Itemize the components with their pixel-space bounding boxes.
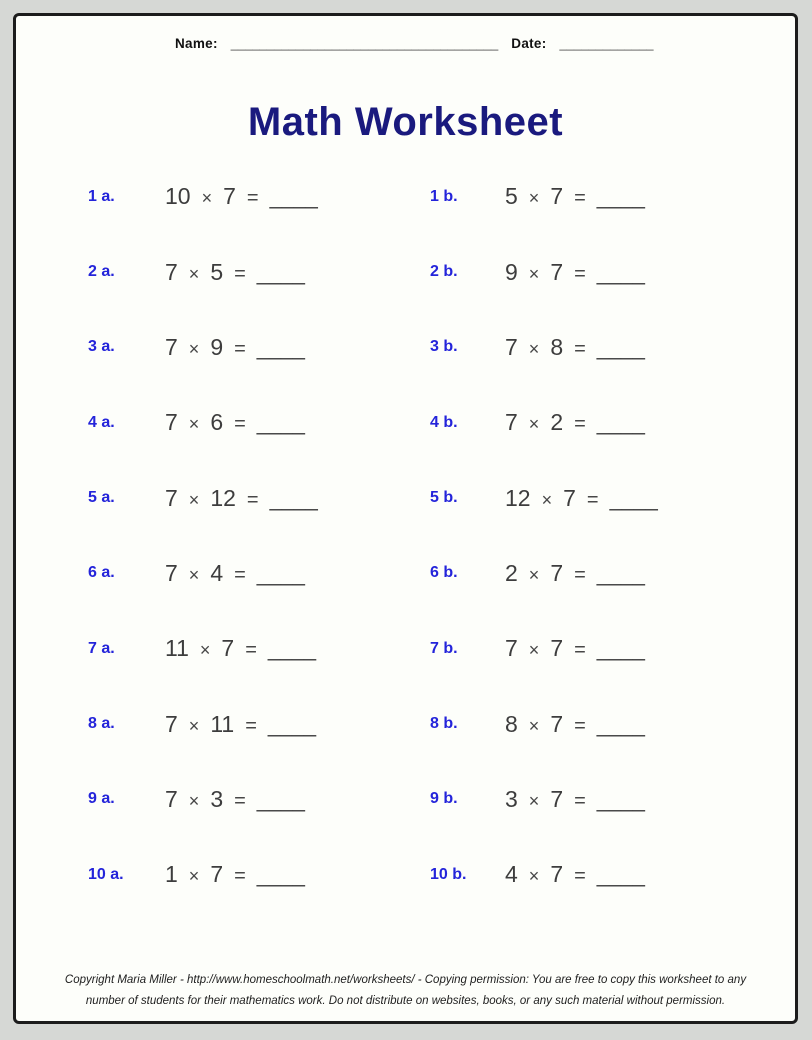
times-symbol: × (528, 866, 540, 887)
answer-blank: ____ (256, 258, 304, 285)
problem-label: 3 b. (430, 338, 458, 356)
problem-label: 5 b. (430, 489, 458, 507)
factor-1: 9 (505, 258, 518, 285)
times-symbol: × (528, 790, 540, 811)
problem-expression (505, 485, 779, 512)
times-symbol: × (541, 489, 553, 510)
equals-symbol: = (586, 488, 599, 511)
factor-2: 7 (550, 785, 564, 812)
problem-label: 2 a. (88, 263, 115, 281)
times-symbol: × (188, 790, 200, 811)
problem-expression (505, 259, 779, 286)
problem-expression (165, 409, 430, 436)
problem-label: 9 a. (88, 790, 115, 808)
answer-blank: ____ (596, 861, 644, 888)
problem-expression (165, 861, 430, 888)
date-blank-line: _____________ (559, 36, 654, 51)
factor-1: 5 (505, 183, 518, 210)
factor-1: 12 (505, 484, 531, 511)
answer-blank: ____ (256, 861, 304, 888)
problem-expression (505, 786, 779, 813)
times-symbol: × (199, 640, 211, 661)
factor-1: 7 (165, 785, 178, 812)
worksheet-page (13, 13, 798, 1024)
factor-2: 11 (210, 710, 235, 737)
footer-line-2: number of students for their mathematics work. Do not distribute on websites, books, or any such material without permission. (85, 995, 726, 1007)
problem-label: 10 b. (430, 865, 467, 883)
factor-2: 7 (223, 183, 236, 210)
factor-2: 3 (210, 785, 224, 812)
problem-label: 10 a. (88, 865, 124, 883)
factor-1: 11 (165, 635, 189, 662)
problem-expression (505, 861, 779, 888)
answer-blank: ____ (256, 333, 304, 360)
equals-symbol: = (234, 563, 246, 586)
factor-2: 7 (550, 710, 564, 737)
footer-line-1: Copyright Maria Miller - http://www.homeschoolmath.net/worksheets/ - Copying permission: You are free to copy this worksheet to any (64, 974, 747, 986)
equals-symbol: = (574, 563, 586, 586)
answer-blank: ____ (596, 710, 644, 737)
answer-blank: ____ (267, 710, 316, 737)
times-symbol: × (188, 715, 200, 736)
answer-blank: ____ (596, 409, 644, 436)
factor-1: 7 (165, 559, 178, 586)
problem-expression (165, 711, 430, 738)
answer-blank: ____ (256, 559, 304, 586)
times-symbol: × (528, 188, 540, 209)
problem-label: 8 a. (88, 715, 115, 733)
equals-symbol: = (246, 488, 259, 511)
problem-label: 1 b. (430, 187, 458, 205)
equals-symbol: = (245, 714, 257, 737)
problem-label: 7 b. (430, 639, 458, 657)
problem-label: 2 b. (430, 263, 458, 281)
answer-blank: ____ (269, 183, 317, 210)
answer-blank: ____ (609, 484, 657, 511)
factor-1: 7 (505, 409, 518, 436)
problem-label: 7 a. (88, 639, 115, 657)
name-label: Name: (175, 36, 218, 51)
equals-symbol: = (574, 262, 586, 285)
factor-2: 2 (550, 409, 564, 436)
problem-expression (505, 635, 779, 662)
factor-2: 8 (550, 333, 564, 360)
equals-symbol: = (246, 187, 259, 210)
problem-expression (505, 409, 779, 436)
factor-1: 7 (505, 635, 518, 662)
times-symbol: × (528, 263, 540, 284)
answer-blank: ____ (596, 635, 644, 662)
answer-blank: ____ (256, 785, 304, 812)
times-symbol: × (188, 414, 200, 435)
answer-blank: ____ (596, 559, 644, 586)
answer-blank: ____ (267, 635, 316, 662)
problem-expression (505, 711, 779, 738)
answer-blank: ____ (596, 785, 644, 812)
factor-1: 10 (165, 183, 191, 210)
problem-label: 6 b. (430, 564, 458, 582)
equals-symbol: = (234, 789, 246, 812)
times-symbol: × (188, 338, 200, 359)
factor-1: 1 (165, 861, 178, 888)
times-symbol: × (528, 640, 540, 661)
equals-symbol: = (574, 789, 586, 812)
problem-expression (165, 259, 430, 286)
answer-blank: ____ (596, 258, 644, 285)
date-label: Date: (511, 36, 547, 51)
equals-symbol: = (234, 865, 246, 888)
problem-label: 3 a. (88, 338, 115, 356)
factor-1: 7 (165, 409, 178, 436)
problem-label: 9 b. (430, 790, 458, 808)
equals-symbol: = (574, 337, 586, 360)
equals-symbol: = (574, 714, 586, 737)
factor-1: 8 (505, 710, 518, 737)
equals-symbol: = (574, 639, 586, 662)
problem-expression (505, 183, 779, 210)
times-symbol: × (528, 715, 540, 736)
equals-symbol: = (574, 865, 586, 888)
problem-expression (505, 560, 779, 587)
factor-1: 7 (165, 258, 178, 285)
problem-label: 4 b. (430, 413, 458, 431)
copyright-footer (16, 970, 795, 1012)
factor-2: 7 (221, 635, 235, 662)
equals-symbol: = (234, 262, 246, 285)
factor-2: 7 (563, 484, 576, 511)
equals-symbol: = (574, 413, 586, 436)
name-blank-line: _____________________________________ (230, 36, 499, 51)
factor-2: 12 (210, 484, 236, 511)
answer-blank: ____ (269, 484, 317, 511)
equals-symbol: = (245, 639, 257, 662)
equals-symbol: = (234, 337, 246, 360)
problem-expression (165, 334, 430, 361)
equals-symbol: = (234, 413, 246, 436)
factor-2: 7 (550, 258, 564, 285)
problem-label: 5 a. (88, 489, 115, 507)
factor-1: 7 (165, 333, 178, 360)
problems-grid (88, 159, 779, 912)
problem-expression (505, 334, 779, 361)
problem-label: 1 a. (88, 187, 115, 205)
times-symbol: × (188, 866, 200, 887)
factor-2: 7 (550, 559, 564, 586)
times-symbol: × (188, 564, 200, 585)
factor-1: 7 (165, 710, 178, 737)
worksheet-title: Math Worksheet (247, 100, 564, 144)
factor-1: 4 (505, 861, 518, 888)
times-symbol: × (528, 564, 540, 585)
factor-1: 3 (505, 785, 518, 812)
times-symbol: × (201, 188, 213, 209)
times-symbol: × (188, 489, 200, 510)
factor-1: 7 (165, 484, 178, 511)
factor-2: 7 (550, 635, 564, 662)
problem-expression (165, 485, 430, 512)
problem-expression (165, 635, 430, 662)
problem-label: 8 b. (430, 715, 458, 733)
factor-2: 7 (550, 861, 564, 888)
factor-1: 2 (505, 559, 518, 586)
problem-expression (165, 183, 430, 210)
factor-2: 6 (210, 409, 224, 436)
factor-2: 5 (210, 258, 224, 285)
answer-blank: ____ (596, 333, 644, 360)
name-date-header (175, 36, 654, 51)
times-symbol: × (528, 414, 540, 435)
problem-label: 6 a. (88, 564, 115, 582)
times-symbol: × (188, 263, 200, 284)
times-symbol: × (528, 338, 540, 359)
factor-2: 9 (210, 333, 224, 360)
factor-2: 7 (210, 861, 224, 888)
answer-blank: ____ (596, 183, 644, 210)
factor-1: 7 (505, 333, 518, 360)
problem-label: 4 a. (88, 413, 115, 431)
factor-2: 7 (550, 183, 564, 210)
equals-symbol: = (574, 187, 586, 210)
problem-expression (165, 560, 430, 587)
answer-blank: ____ (256, 409, 304, 436)
problem-expression (165, 786, 430, 813)
factor-2: 4 (210, 559, 224, 586)
